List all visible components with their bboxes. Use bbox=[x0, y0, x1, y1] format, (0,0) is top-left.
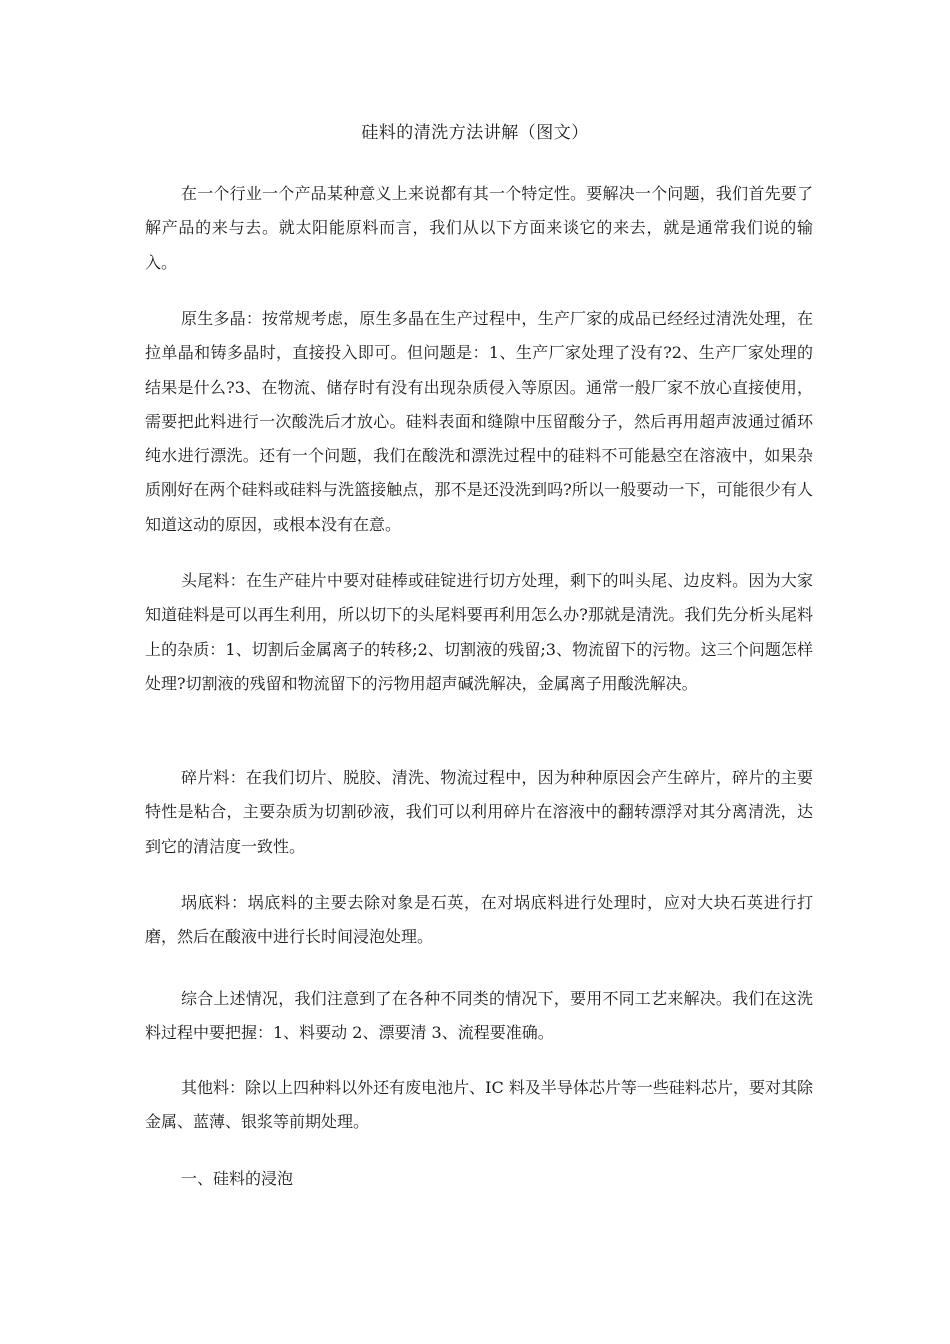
summary-paragraph: 综合上述情况，我们注意到了在各种不同类的情况下，要用不同工艺来解决。我们在这洗料过程中要把握：1、料要动 2、漂要清 3、流程要准确。 bbox=[145, 989, 813, 1043]
broken-wafer-paragraph: 碎片料：在我们切片、脱胶、清洗、物流过程中，因为种种原因会产生碎片，碎片的主要特性是粘合，主要杂质为切割砂液，我们可以利用碎片在溶液中的翻转漂浮对其分离清洗，达到它的清洁度一致性。 bbox=[145, 768, 813, 856]
head-tail-material-paragraph: 头尾料：在生产硅片中要对硅棒或硅锭进行切方处理，剩下的叫头尾、边皮料。因为大家知道硅料是可以再生利用，所以切下的头尾料要再利用怎么办?那就是清洗。我们先分析头尾料上的杂质：1、切割后金属离子的转移;2、切割液的残留;3、物流留下的污物。这三个问题怎样处理?切割液的残留和物流留下的污物用超声碱洗解决，金属离子用酸洗解决。 bbox=[145, 571, 813, 693]
section-heading-soaking: 一、硅料的浸泡 bbox=[181, 1169, 294, 1188]
crucible-bottom-paragraph: 埚底料：埚底料的主要去除对象是石英，在对埚底料进行处理时，应对大块石英进行打磨，然后在酸液中进行长时间浸泡处理。 bbox=[145, 893, 813, 947]
raw-polysilicon-paragraph: 原生多晶：按常规考虑，原生多晶在生产过程中，生产厂家的成品已经经过清洗处理，在拉单晶和铸多晶时，直接投入即可。但问题是：1、生产厂家处理了没有?2、生产厂家处理的结果是什么?3、在物流、储存时有没有出现杂质侵入等原因。通常一般厂家不放心直接使用，需要把此料进行一次酸洗后才放心。硅料表面和缝隙中压留酸分子，然后再用超声波通过循环纯水进行漂洗。还有一个问题，我们在酸洗和漂洗过程中的硅料不可能悬空在溶液中，如果杂质刚好在两个硅料或硅料与洗篮接触点，那不是还没洗到吗?所以一般要动一下，可能很少有人知道这动的原因，或根本没有在意。 bbox=[145, 309, 813, 534]
document-title: 硅料的清洗方法讲解（图文） bbox=[361, 123, 589, 143]
intro-paragraph: 在一个行业一个产品某种意义上来说都有其一个特定性。要解决一个问题，我们首先要了解产品的来与去。就太阳能原料而言，我们从以下方面来谈它的来去，就是通常我们说的输入。 bbox=[145, 184, 813, 272]
other-material-paragraph: 其他料：除以上四种料以外还有废电池片、IC 料及半导体芯片等一些硅料芯片，要对其除金属、蓝薄、银浆等前期处理。 bbox=[145, 1078, 813, 1132]
